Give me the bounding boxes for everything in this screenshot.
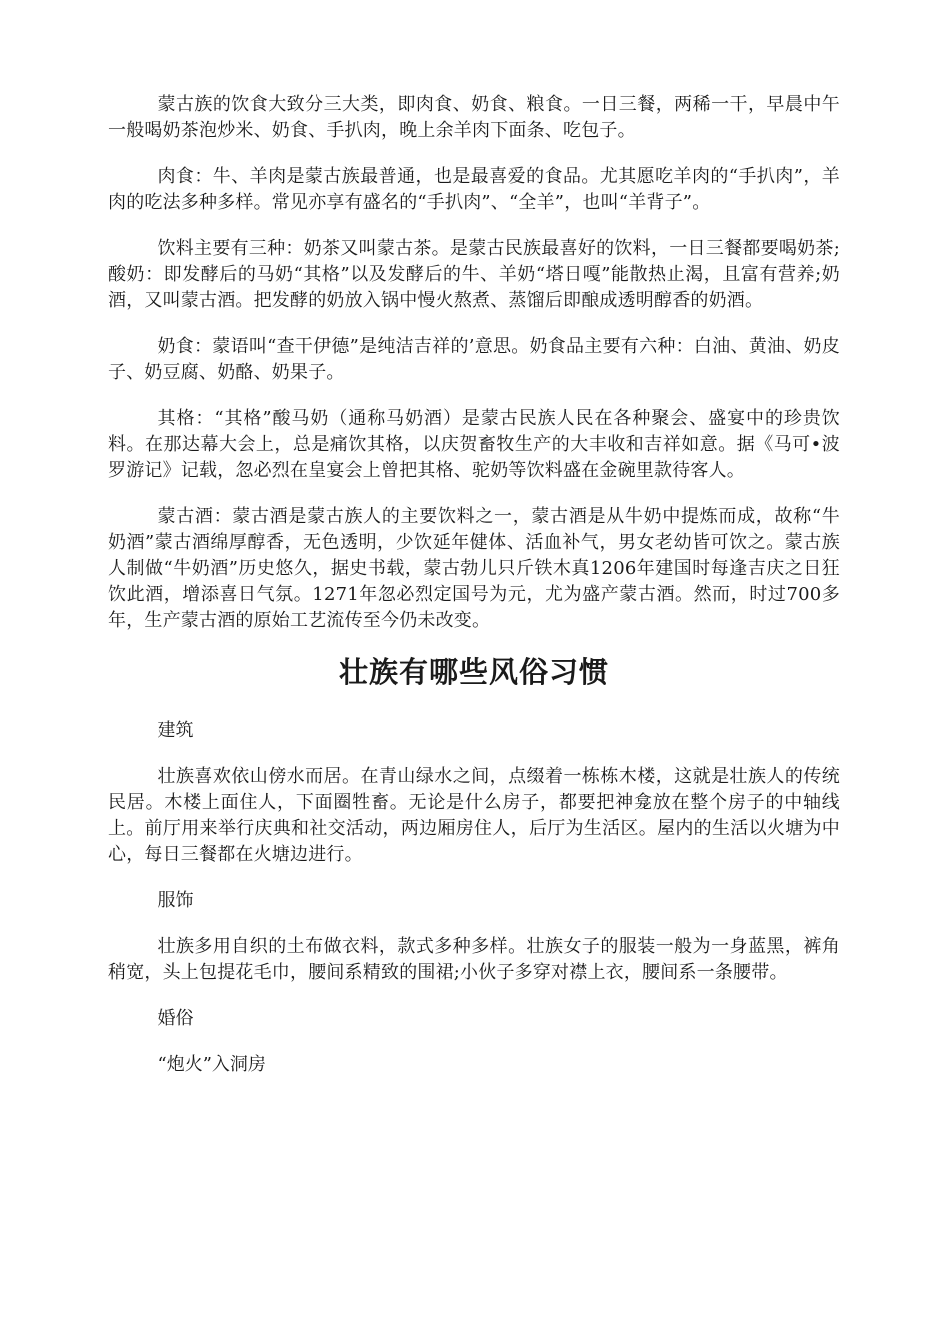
subheading-marriage: 婚俗 (157, 1008, 194, 1029)
paragraph-mongol-liquor: 蒙古酒：蒙古酒是蒙古族人的主要饮料之一，蒙古酒是从牛奶中提炼而成，故称“牛奶酒”蒙古酒绵厚醇香，无色透明，少饮延年健体、活血补气，男女老幼皆可饮之。蒙古族人制做“牛奶酒”历史悠久，据史书载，蒙古勃儿只斤铁木真1206年建国时每逢吉庆之日狂饮此酒，增添喜日气氛。1271年忽必烈定国号为元，尤为盛产蒙古酒。然而，时过700多年，生产蒙古酒的原始工艺流传至今仍未改变。 (108, 506, 840, 631)
paragraph-dairy: 奶食：蒙语叫“查干伊德”是纯洁吉祥的’意思。奶食品主要有六种：白油、黄油、奶皮子、奶豆腐、奶酪、奶果子。 (108, 336, 840, 383)
paragraph-diet-overview: 蒙古族的饮食大致分三大类，即肉食、奶食、粮食。一日三餐，两稀一干，早晨中午一般喝奶茶泡炒米、奶食、手扒肉，晚上余羊肉下面条、吃包子。 (108, 94, 840, 141)
paragraph-clothing: 壮族多用自织的土布做衣料，款式多种多样。壮族女子的服装一般为一身蓝黑，裤角稍宽，头上包提花毛巾，腰间系精致的围裙;小伙子多穿对襟上衣，腰间系一条腰带。 (108, 936, 840, 983)
paragraph-architecture: 壮族喜欢依山傍水而居。在青山绿水之间，点缀着一栋栋木楼，这就是壮族人的传统民居。木楼上面住人，下面圈牲畜。无论是什么房子，都要把神龛放在整个房子的中轴线上。前厅用来举行庆典和社交活动，两边厢房住人，后厅为生活区。屋内的生活以火塘为中心，每日三餐都在火塘边进行。 (108, 766, 840, 865)
paragraph-meat: 肉食：牛、羊肉是蒙古族最普通，也是最喜爱的食品。尤其愿吃羊肉的“手扒肉”，羊肉的吃法多种多样。常见亦享有盛名的“手扒肉”、“全羊”，也叫“羊背子”。 (108, 166, 840, 213)
subheading-architecture: 建筑 (157, 720, 194, 741)
section-title-zhuang: 壮族有哪些风俗习惯 (338, 655, 609, 689)
paragraph-qige: 其格：“其格”酸马奶（通称马奶酒）是蒙古民族人民在各种聚会、盛宴中的珍贵饮料。在那达幕大会上，总是痛饮其格，以庆贺畜牧生产的大丰收和吉祥如意。据《马可•波罗游记》记载，忽必烈在皇宴会上曾把其格、驼奶等饮料盛在金碗里款待客人。 (108, 408, 840, 481)
subheading-firecracker-wedding: “炮火”入洞房 (157, 1054, 266, 1075)
subheading-clothing: 服饰 (157, 890, 194, 911)
paragraph-drinks: 饮料主要有三种：奶茶又叫蒙古茶。是蒙古民族最喜好的饮料，一日三餐都要喝奶茶;酸奶：即发酵后的马奶“其格”以及发酵后的牛、羊奶“塔日嘎”能散热止渴，且富有营养;奶酒，又叫蒙古酒。把发酵的奶放入锅中慢火熬煮、蒸馏后即酿成透明醇香的奶酒。 (108, 238, 840, 311)
document-page (108, 92, 840, 1098)
